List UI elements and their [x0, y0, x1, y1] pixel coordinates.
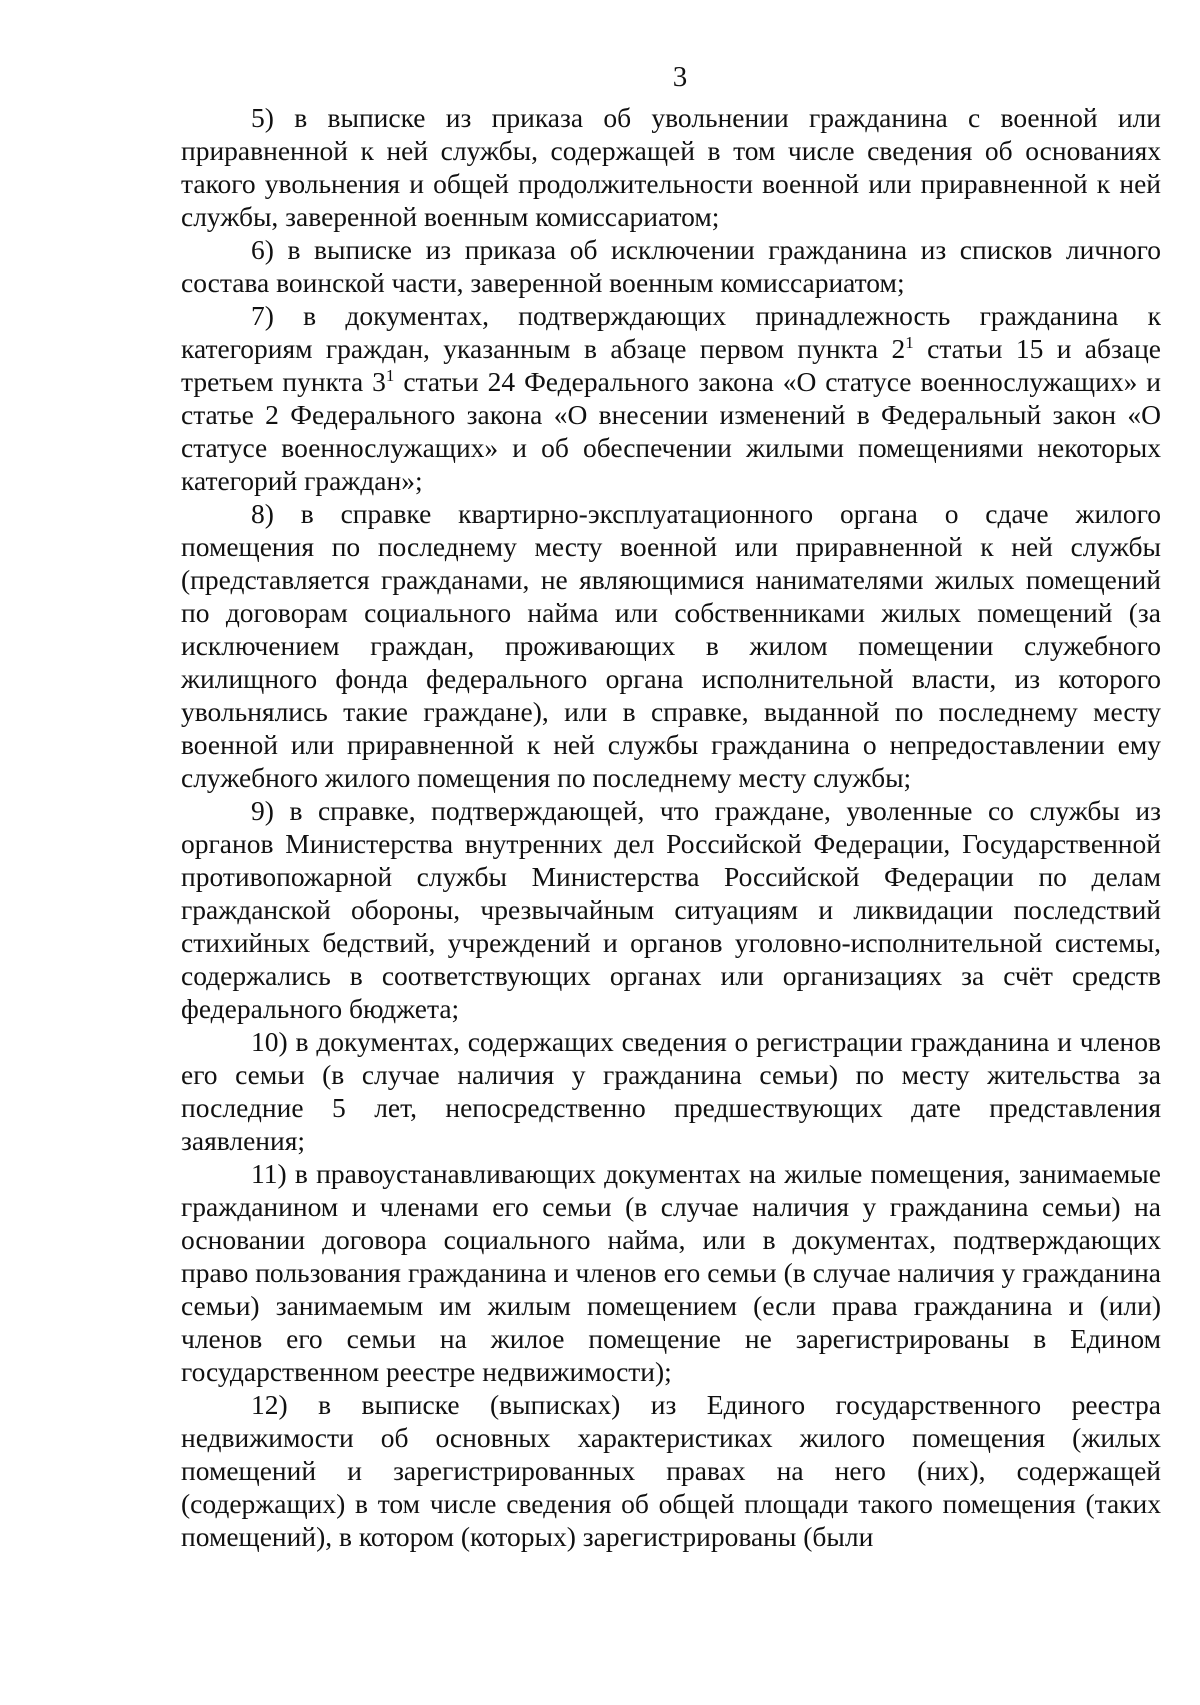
paragraph-6: 6) в выписке из приказа об исключении гражданина из списков личного состава воинской части, заверенной военным комиссариатом; [181, 234, 1161, 298]
paragraph-12: 12) в выписке (выписках) из Единого государственного реестра недвижимости об основных характеристиках жилого помещения (жилых помещений и зарегистрированных правах на него (них), содержащей (содержащих) в том числе сведения об общей площади такого помещения (таких помещений), в котором (которых) зарегистрированы (были [181, 1389, 1161, 1552]
paragraph-5: 5) в выписке из приказа об увольнении гражданина с военной или приравненной к ней службы, содержащей в том числе сведения об основаниях такого увольнения и общей продолжительности военной или приравненной к ней службы, заверенной военным комиссариатом; [181, 102, 1161, 232]
superscript-1: 1 [905, 332, 914, 352]
paragraph-10: 10) в документах, содержащих сведения о регистрации гражданина и членов его семьи (в случае наличия у гражданина семьи) по месту жительства за последние 5 лет, непосредственно предшествующих дате представления заявления; [181, 1026, 1161, 1156]
paragraph-9: 9) в справке, подтверждающей, что граждане, уволенные со службы из органов Министерства внутренних дел Российской Федерации, Государственной противопожарной службы Министерства Российской Федерации по делам гражданской обороны, чрезвычайным ситуациям и ликвидации последствий стихийных бедствий, учреждений и органов уголовно-исполнительной системы, содержались в соответствующих органах или организациях за счёт средств федерального бюджета; [181, 795, 1161, 1024]
page-number: 3 [672, 61, 688, 93]
paragraph-7-part-c: статьи 24 Федерального закона «О статусе военнослужащих» и статье 2 Федерального закона «О внесении изменений в Федеральный закон «О статусе военнослужащих» и об обеспечении жилыми помещениями некоторых категорий граждан»; [181, 366, 1161, 496]
paragraph-7-part-b: статьи 15 и абзаце третьем пункта 3 [181, 333, 1161, 397]
paragraph-11: 11) в правоустанавливающих документах на жилые помещения, занимаемые гражданином и членами его семьи (в случае наличия у гражданина семьи) на основании договора социального найма, или в документах, подтверждающих право пользования гражданина и членов его семьи (в случае наличия у гражданина семьи) занимаемым им жилым помещением (если права гражданина и (или) членов его семьи на жилое помещение не зарегистрированы в Едином государственном реестре недвижимости); [181, 1158, 1161, 1387]
paragraph-7 [181, 299, 1161, 497]
superscript-2: 1 [385, 365, 395, 385]
document-body [181, 101, 1161, 1553]
paragraph-8: 8) в справке квартирно-эксплуатационного органа о сдаче жилого помещения по последнему месту военной или приравненной к ней службы (представляется гражданами, не являющимися нанимателями жилых помещений по договорам социального найма или собственниками жилых помещений (за исключением граждан, проживающих в жилом помещении служебного жилищного фонда федерального органа исполнительной власти, из которого увольнялись такие граждане), или в справке, выданной по последнему месту военной или приравненной к ней службы гражданина о непредоставлении ему служебного жилого помещения по последнему месту службы; [181, 498, 1161, 793]
paragraph-7-part-a: 7) в документах, подтверждающих принадлежность гражданина к категориям граждан, указанным в абзаце первом пункта 2 [181, 300, 1161, 364]
